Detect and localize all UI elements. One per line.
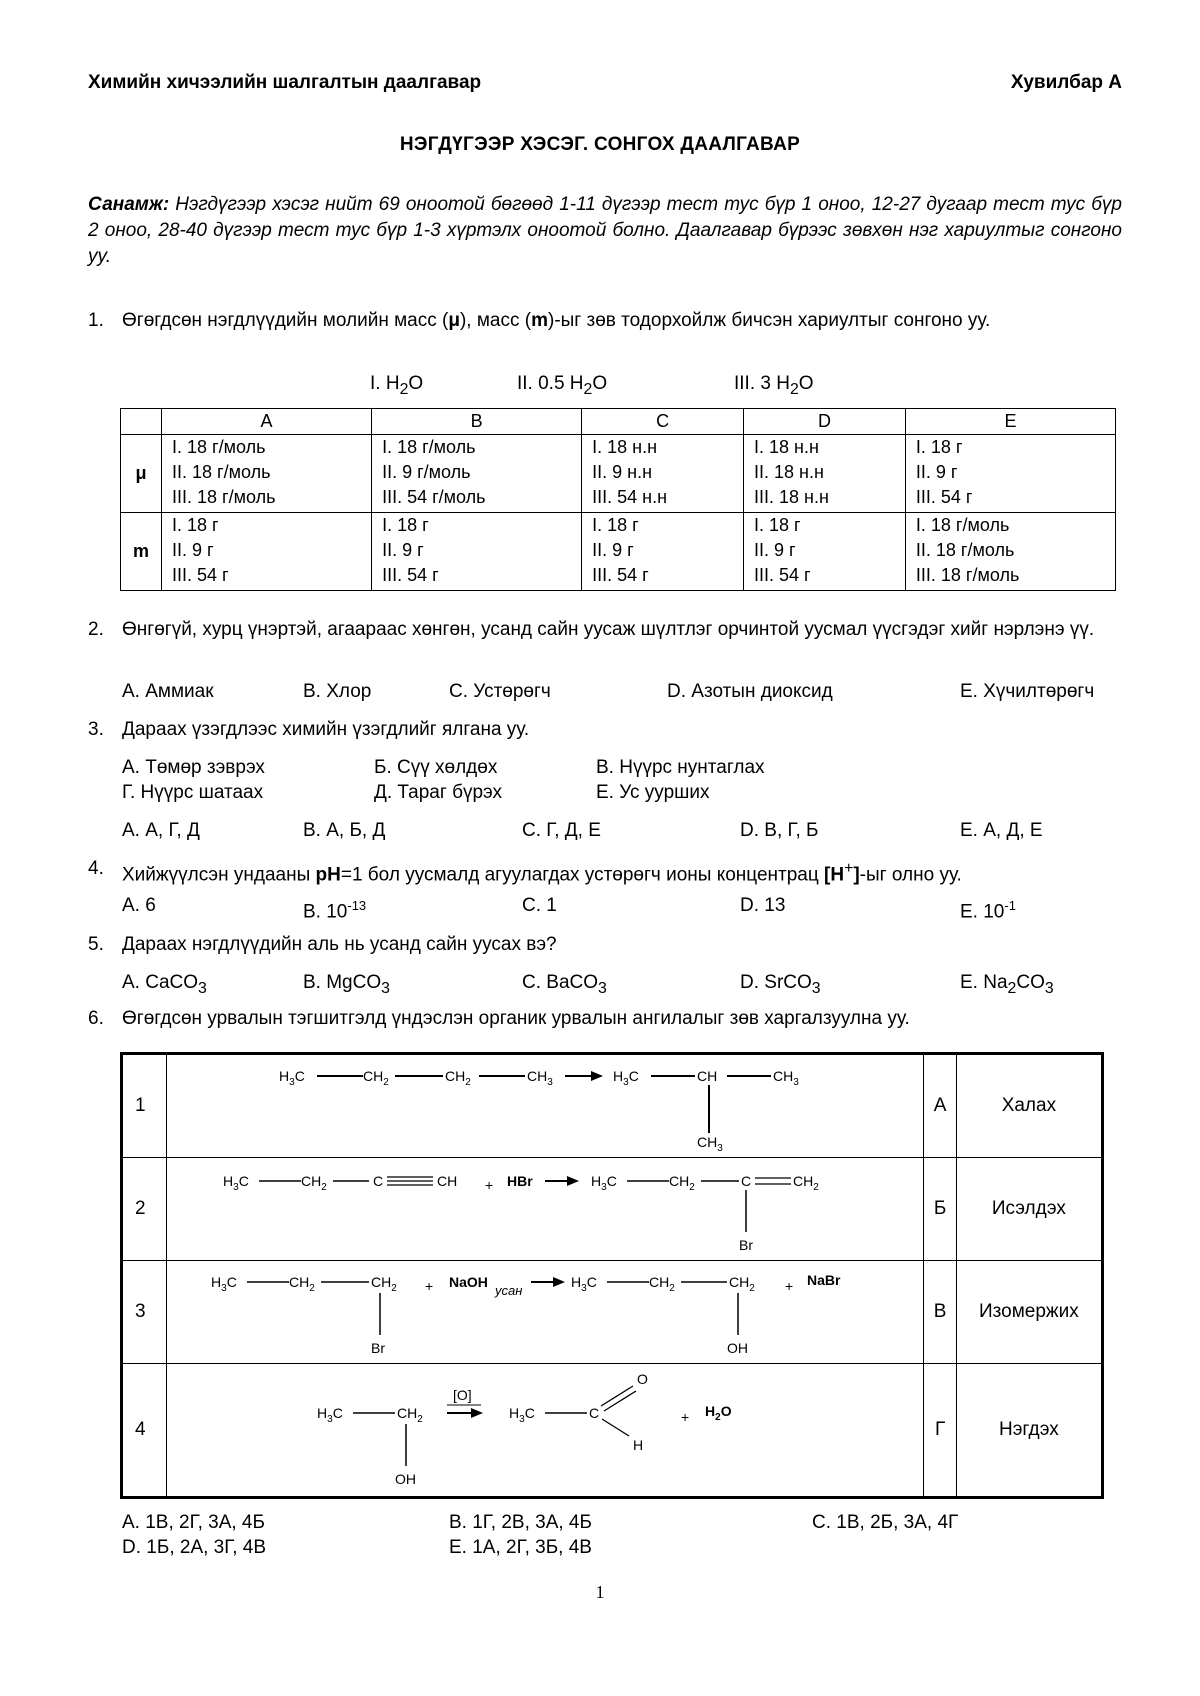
table-cell: I. 18 г II. 9 г III. 54 г	[905, 435, 1115, 513]
svg-text:CH: CH	[697, 1068, 718, 1084]
q1-text: Өгөгдсөн нэгдлүүдийн молийн масс (	[122, 310, 449, 331]
svg-text:CH2: $CH_2$	[363, 1068, 390, 1088]
svg-text:OH: OH	[395, 1471, 417, 1487]
option-c[interactable]: C. 1В, 2Б, 3А, 4Г	[812, 1512, 959, 1533]
row-header: m	[121, 513, 162, 591]
svg-text:CH3: $CH_3$	[697, 1134, 724, 1151]
option-d[interactable]: D. В, Г, Б	[740, 820, 819, 841]
svg-text:H3C: $H_3C$	[223, 1173, 250, 1193]
option-b[interactable]: B. 1Г, 2В, 3А, 4Б	[449, 1512, 592, 1533]
svg-text:CH2: $CH_2$	[649, 1274, 676, 1294]
q1-text: ), масс (	[459, 310, 532, 331]
question-4: 4. Хийжүүлсэн ундааны pH=1 бол уусмалд агуулагдах устөрөгч ионы концентрац [H+]-ыг олно уу.	[88, 858, 962, 886]
table-corner	[121, 409, 162, 435]
option-c[interactable]: C. Устөрөгч	[449, 681, 551, 702]
svg-text:усан: усан	[495, 1283, 523, 1298]
table-cell: I. 18 г/моль II. 18 г/моль III. 18 г/моль	[162, 435, 372, 513]
question-number: 3.	[88, 719, 104, 740]
svg-text:CH3: $CH_3$	[527, 1068, 554, 1088]
svg-text:+: +	[485, 1177, 494, 1193]
instructions-note	[88, 192, 1122, 270]
svg-text:CH2: $CH_2$	[445, 1068, 472, 1088]
reaction-3	[167, 1261, 924, 1364]
question-2	[88, 617, 1122, 643]
option-e[interactable]: E. $Na_2CO_3$	[960, 972, 1054, 997]
row-number: 2	[122, 1158, 167, 1261]
option-e[interactable]: E. А, Д, Е	[960, 820, 1043, 841]
option-c[interactable]: C. BaCO$_3$	[522, 972, 607, 997]
svg-text:OH: OH	[727, 1340, 749, 1356]
reaction-4	[167, 1364, 924, 1498]
svg-text:H2O: $H_2O$	[705, 1403, 733, 1423]
row-letter: А	[924, 1054, 956, 1158]
question-text: Өгөгдсөн урвалын тэгшитгэлд үндэслэн органик урвалын ангилалыг зөв харгалзуулна уу.	[122, 1008, 910, 1029]
note-text: Нэгдүгээр хэсэг нийт 69 оноотой бөгөөд 1-11 дүгээр тест тус бүр 1 оноо, 12-27 дугаар тест тус бүр 2 оноо, 28-40 дүгээр тест тус бүр 1-3 хүртэлх оноотой болно. Даалгавар бүрээс зөвхөн нэг хариултыг сонгоно уу.	[88, 194, 1122, 267]
svg-text:Br: Br	[371, 1340, 386, 1356]
option-c[interactable]: C. Г, Д, Е	[522, 820, 601, 841]
svg-text:CH2: $CH_2$	[793, 1173, 820, 1193]
row-number: 3	[122, 1261, 167, 1364]
phenomenon-item: Е. Ус уурших	[596, 782, 710, 803]
table-row	[122, 1054, 1103, 1158]
table-cell: I. 18 г II. 9 г III. 54 г	[744, 513, 906, 591]
option-e[interactable]: E. 1А, 2Г, 3Б, 4В	[449, 1537, 592, 1558]
reaction-2-diagram	[167, 1158, 923, 1254]
q6-reaction-table	[120, 1052, 1104, 1499]
option-d[interactable]: D. SrCO$_3$	[740, 972, 821, 997]
reaction-class: Изомержих	[956, 1261, 1102, 1364]
reaction-class: Нэгдэх	[956, 1364, 1102, 1498]
svg-text:H3C: $H_3C$	[317, 1405, 344, 1425]
compound-3: III. 3 $H_2O$	[734, 373, 814, 398]
question-number: 5.	[88, 934, 104, 955]
table-row	[122, 1261, 1103, 1364]
svg-text:CH2: $CH_2$	[669, 1173, 696, 1193]
question-1	[88, 308, 1122, 334]
svg-text:H3C: $H_3C$	[591, 1173, 618, 1193]
svg-text:CH2: $CH_2$	[729, 1274, 756, 1294]
table-cell: I. 18 г II. 9 г III. 54 г	[372, 513, 582, 591]
header-title: Химийн хичээлийн шалгалтын даалгавар	[88, 72, 482, 93]
option-e[interactable]: E. $10^{-1}$	[960, 898, 1016, 923]
svg-text:Br: Br	[739, 1237, 754, 1253]
svg-text:CH2: $CH_2$	[289, 1274, 316, 1294]
svg-text:+: +	[425, 1278, 434, 1294]
svg-text:C: C	[589, 1405, 600, 1421]
svg-text:CH2: $CH_2$	[397, 1405, 424, 1425]
question-text: Өнгөгүй, хурц үнэртэй, агаараас хөнгөн, усанд сайн уусаж шүлтлэг орчинтой уусмал үүсгэдэг хийг нэрлэнэ үү.	[122, 619, 1095, 640]
svg-text:H: H	[633, 1437, 644, 1453]
row-letter: В	[924, 1261, 956, 1364]
svg-text:H3C: $H_3C$	[509, 1405, 536, 1425]
phenomenon-item: А. Төмөр зэврэх	[122, 757, 265, 778]
option-b[interactable]: B. MgCO$_3$	[303, 972, 390, 997]
note-label: Санамж:	[88, 194, 170, 215]
col-header: B	[372, 409, 582, 435]
reaction-3-diagram	[167, 1261, 923, 1357]
row-letter: Г	[924, 1364, 956, 1498]
option-a[interactable]: A. А, Г, Д	[122, 820, 200, 841]
table-cell: I. 18 г II. 9 г III. 54 г	[582, 513, 744, 591]
table-row	[122, 1364, 1103, 1498]
table-cell: I. 18 г/моль II. 18 г/моль III. 18 г/моль	[905, 513, 1115, 591]
table-cell: I. 18 н.н II. 9 н.н III. 54 н.н	[582, 435, 744, 513]
svg-text:+: +	[785, 1278, 794, 1294]
question-number: 1.	[88, 310, 104, 331]
option-b[interactable]: B. Хлор	[303, 681, 372, 702]
q1-answer-table	[120, 408, 1116, 591]
option-b[interactable]: B. А, Б, Д	[303, 820, 386, 841]
col-header: E	[905, 409, 1115, 435]
question-5	[88, 932, 1122, 958]
svg-text:+: +	[681, 1409, 690, 1425]
reaction-4-diagram	[167, 1364, 923, 1490]
table-cell: I. 18 н.н II. 18 н.н III. 18 н.н	[744, 435, 906, 513]
table-header-row	[121, 409, 1116, 435]
m-symbol: m	[531, 310, 548, 331]
compound-2: II. 0.5 $H_2O$	[517, 373, 608, 398]
compound-1: I. $H_2O$	[370, 373, 424, 398]
question-number: 4.	[88, 858, 104, 879]
option-a[interactable]: A. CaCO$_3$	[122, 972, 207, 997]
option-a[interactable]: A. 1В, 2Г, 3А, 4Б	[122, 1512, 265, 1533]
col-header: C	[582, 409, 744, 435]
option-b[interactable]: B. $10^{-13}$	[303, 898, 367, 923]
question-text: Дараах үзэгдлээс химийн үзэгдлийг ялгана уу.	[122, 719, 530, 740]
option-d[interactable]: D. 1Б, 2А, 3Г, 4В	[122, 1537, 267, 1558]
q1-text: )-ыг зөв тодорхойлж бичсэн хариултыг сонгоно уу.	[548, 310, 991, 331]
reaction-2	[167, 1158, 924, 1261]
question-3	[88, 717, 1122, 743]
table-row-m	[121, 513, 1116, 591]
table-row	[122, 1158, 1103, 1261]
col-header: D	[744, 409, 906, 435]
table-cell: I. 18 г/моль II. 9 г/моль III. 54 г/моль	[372, 435, 582, 513]
row-number: 4	[122, 1364, 167, 1498]
svg-text:C: C	[373, 1173, 384, 1189]
reaction-class: Халах	[956, 1054, 1102, 1158]
option-c[interactable]: C. 1	[522, 895, 557, 916]
phenomenon-item: Г. Нүүрс шатаах	[122, 782, 264, 803]
phenomenon-item: В. Нүүрс нунтаглах	[596, 757, 765, 778]
question-text: Дараах нэгдлүүдийн аль нь усанд сайн уусах вэ?	[122, 934, 557, 955]
phenomenon-item: Д. Тараг бүрэх	[374, 782, 503, 803]
option-a[interactable]: A. Аммиак	[122, 681, 214, 702]
reaction-class: Исэлдэх	[956, 1158, 1102, 1261]
table-cell: I. 18 г II. 9 г III. 54 г	[162, 513, 372, 591]
svg-text:CH3: $CH_3$	[773, 1068, 800, 1088]
option-d[interactable]: D. 13	[740, 895, 786, 916]
svg-text:H3C: $H_3C$	[279, 1068, 306, 1088]
svg-text:CH2: $CH_2$	[301, 1173, 328, 1193]
phenomenon-item: Б. Сүү хөлдөх	[374, 757, 498, 778]
option-e[interactable]: E. Хүчилтөрөгч	[960, 681, 1095, 702]
col-header: A	[162, 409, 372, 435]
svg-text:H3C: $H_3C$	[211, 1274, 238, 1294]
mu-symbol: μ	[448, 310, 460, 331]
question-number: 2.	[88, 619, 104, 640]
question-6	[88, 1006, 1122, 1032]
header-variant: Хувилбар А	[1010, 72, 1122, 93]
svg-text:H3C: $H_3C$	[571, 1274, 598, 1294]
page-number: 1	[595, 1582, 605, 1602]
svg-text:CH2: $CH_2$	[371, 1274, 398, 1294]
question-number: 6.	[88, 1008, 104, 1029]
row-letter: Б	[924, 1158, 956, 1261]
reaction-1	[167, 1054, 924, 1158]
row-number: 1	[122, 1054, 167, 1158]
svg-text:NaBr: NaBr	[807, 1272, 841, 1288]
svg-text:CH: CH	[437, 1173, 458, 1189]
svg-text:H3C: $H_3C$	[613, 1068, 640, 1088]
svg-text:O: O	[637, 1371, 649, 1387]
section-title: НЭГДҮГЭЭР ХЭСЭГ. СОНГОХ ДААЛГАВАР	[399, 134, 801, 155]
table-row-mu	[121, 435, 1116, 513]
reaction-1-diagram	[167, 1055, 923, 1151]
svg-text:HBr: HBr	[507, 1173, 534, 1189]
svg-text:C: C	[741, 1173, 752, 1189]
row-header: μ	[121, 435, 162, 513]
svg-text:[O]: [O]	[453, 1387, 473, 1403]
option-d[interactable]: D. Азотын диоксид	[667, 681, 833, 702]
option-a[interactable]: A. 6	[122, 895, 156, 916]
svg-text:NaOH: NaOH	[449, 1274, 489, 1290]
